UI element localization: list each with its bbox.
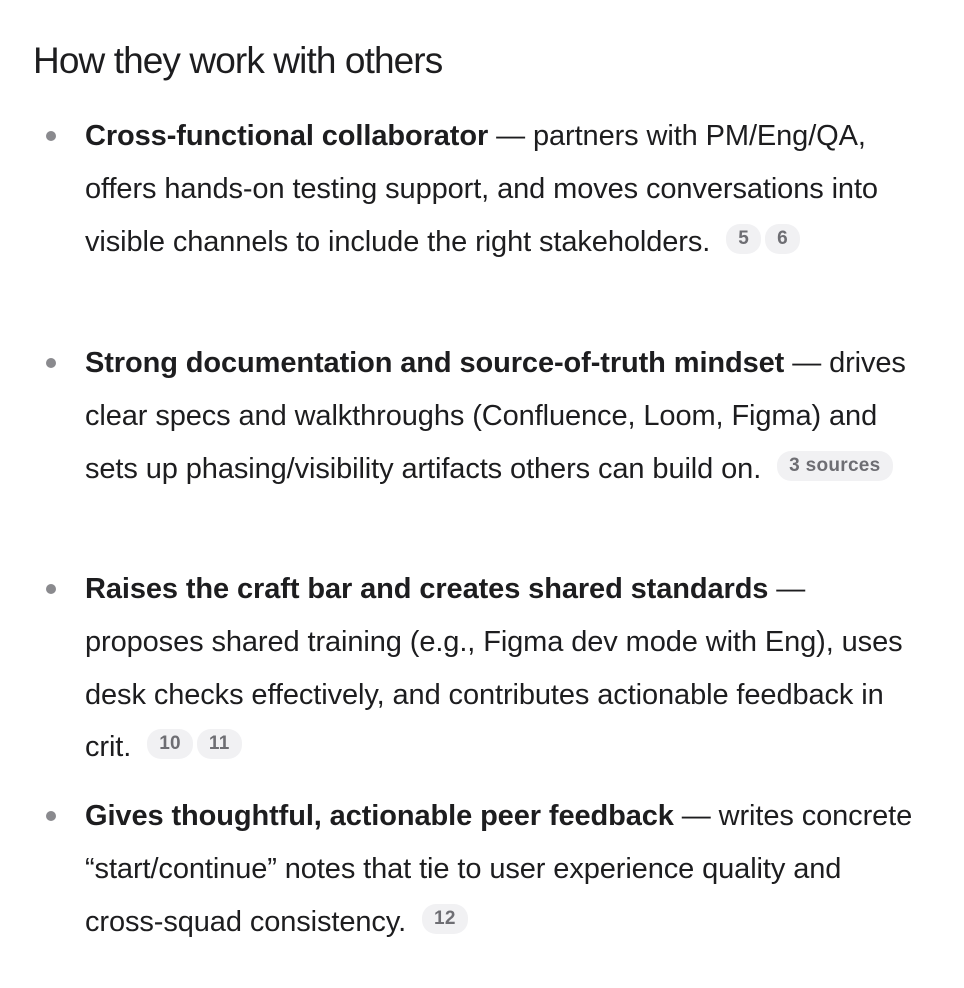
item-lead: Strong documentation and source-of-truth mindset	[85, 347, 785, 379]
citation-chip[interactable]: 10	[147, 729, 193, 759]
citation-chip[interactable]: 5	[726, 224, 761, 254]
section-title: How they work with others	[33, 40, 443, 81]
list-item	[85, 790, 917, 948]
item-lead: Raises the craft bar and creates shared standards	[85, 573, 769, 605]
citation-chip[interactable]: 12	[422, 904, 468, 934]
citation-chip[interactable]: 11	[197, 729, 242, 759]
item-text: — proposes shared training (e.g., Figma dev mode with Eng), uses desk checks effectively, and contributes actionable feedback in crit.	[85, 573, 903, 764]
item-text: — writes concrete “start/continue” notes that tie to user experience quality and cross-squad consistency.	[85, 800, 913, 938]
item-lead: Gives thoughtful, actionable peer feedback	[85, 800, 674, 832]
item-lead: Cross-functional collaborator	[85, 120, 489, 152]
bullet-dot-icon	[46, 131, 56, 141]
list-item	[85, 110, 917, 268]
citation-chip[interactable]: 6	[765, 224, 800, 254]
item-text: — partners with PM/Eng/QA, offers hands-on testing support, and moves conversations into visible channels to include the right stakeholders.	[85, 120, 878, 258]
bullet-dot-icon	[46, 584, 56, 594]
bullet-dot-icon	[46, 358, 56, 368]
list-item	[85, 563, 917, 774]
bullet-dot-icon	[46, 811, 56, 821]
citation-chip[interactable]: 3 sources	[777, 451, 892, 481]
list-item	[85, 337, 917, 495]
item-text: — drives clear specs and walkthroughs (Confluence, Loom, Figma) and sets up phasing/visibility artifacts others can build on.	[85, 347, 906, 485]
